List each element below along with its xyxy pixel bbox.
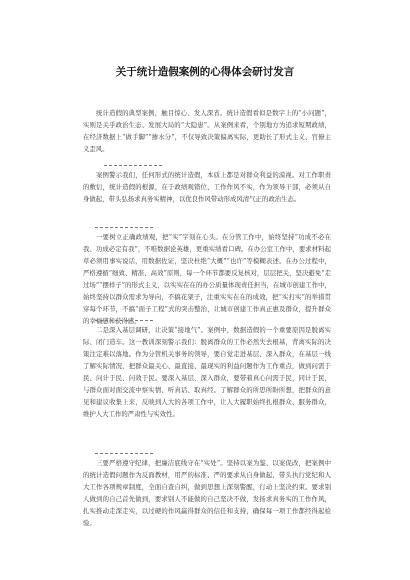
paragraph-3: 一要树立正确政绩观，把“实”字刻在心头。在分管工作中，始终坚持“功成不必在我、功成必定有我”，不唯数据论英雄，更重实绩看口碑。在办公室工作中，要求材料起草必须用事实说话，用数据佐证，坚决杜绝“大概”“也许”等模糊表述。在办公过程中，严格遵循“细致、精准、高效”原则，每一个环节都要反复核对，层层把关，坚决避免“走过场”“摆样子”的形式主义，以实实在在的办公质量体现责任担当，在城市创建工作中，始终坚持以群众需求为导向，不搞花架子，注重实实在在的成效，把“实打实”的举措贯穿每个环节，不搞“面子工程”式的突击整治，让城市创建工作真正惠及群众，提升群众的幸福感和获得感。: [83, 233, 331, 325]
paragraph-separator: [95, 453, 153, 454]
paragraph-separator: [104, 165, 162, 166]
paragraph-2: 案例警示我们，任何形式的统计造假，本质上都是对群众利益的漠视。对工作职责的敷衍，统计造假的根源，在于政绩观错位、工作作风不实，作为领导干部，必须从自身做起，带头弘扬求真务实精神，以优良作风带动形成风清气正的政治生态。: [83, 171, 331, 203]
paragraph-1: 统计造假的典型案例，触目惊心、发人深省。统计造假看似是数字上的“小问题”，实则是关乎政治生态、发展大局的“大隐患”。从案例来看，个别地方为追求短期政绩，在经济数据上“做手脚”“掺水分”，不仅导致决策偏离实际，更助长了形式主义、官僚主义歪风。: [83, 109, 331, 153]
paragraph-separator: [95, 227, 153, 228]
document-title: 关于统计造假案例的心得体会研讨发言: [115, 66, 295, 78]
paragraph-separator: [95, 320, 153, 321]
paragraph-5: 三要严格遵守纪律，把廉洁底线守在“实处”。坚持以案为鉴、以案促改，把案例中的统计造假问题作为反面教材，用严的标准、严的要求从自身做起，带头执行党纪和人大工作各项规章制度，全面自查自纠，做到思想上深刻警醒，行动上坚决约束。要求别人做到的自己首先做到，要求别人不能做的自己坚决不做，发扬求真务实的工作作风，扎实推动走深走实，以过硬的作风赢得群众的信任和支持，确保每一项工作都经得起检验。: [83, 459, 331, 527]
paragraph-4: 二是深入基层调研，让决策“接地气”。案例中，数据造假的一个重要原因是脱离实际、闭门造车。这一教训深刻警示我们：脱离群众的工作必然失去根基，背离实际的决策注定难以落地。作为分管机关事务的领导，要自觉走进基层、深入群众，在基层一线了解实际情况，把群众最关心、最直接、最现实的利益问题作为工作重点，做到问需于民、问计于民、问效于民。要深入基层、深入群众，要带着真心问需于民，同计于民，与群众面对面交流中察实情、听真话、取真经。了解群众的所思所盼所想，把群众的意见和建议收集上来，反映到人大的各项工作中，让人大履职始终扎根群众、服务群众，维护人大工作的严肃性与实效性。: [83, 326, 331, 418]
